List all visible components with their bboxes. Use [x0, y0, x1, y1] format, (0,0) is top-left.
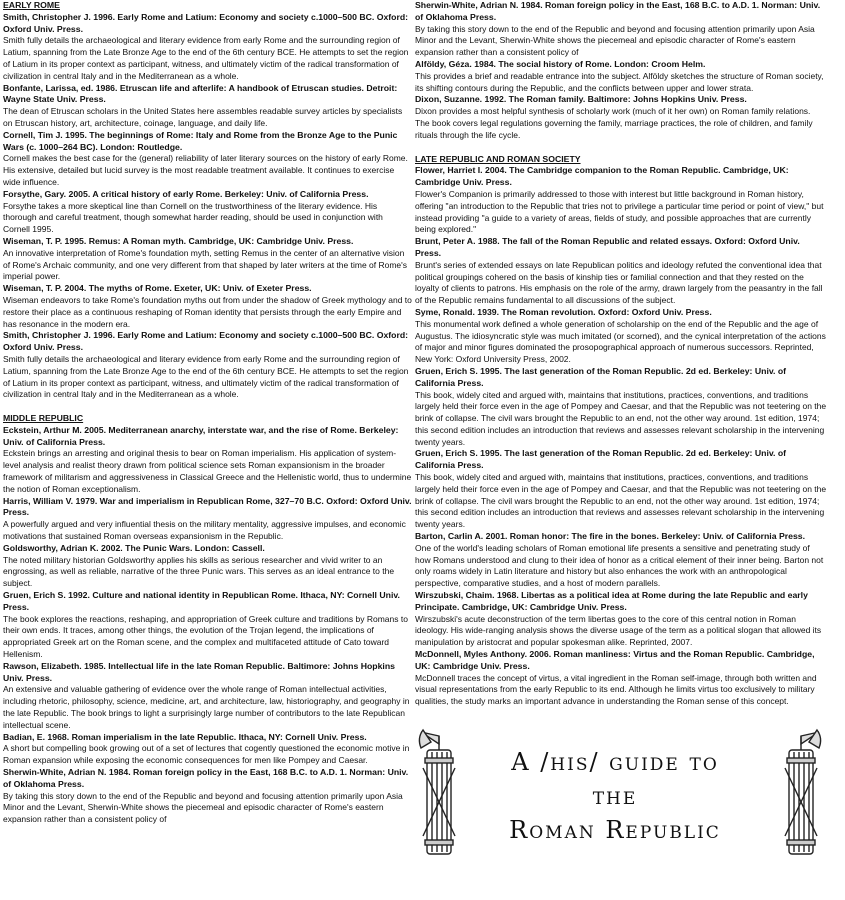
entry-citation: Eckstein, Arthur M. 2005. Mediterranean anarchy, interstate war, and the rise of Rome. Berkeley: Univ. of California Press.	[3, 424, 399, 447]
bibliography-entry	[3, 12, 412, 83]
entry-citation: McDonnell, Myles Anthony. 2006. Roman manliness: Virtus and the Roman Republic. Cambridge, UK: Cambridge Univ. Press.	[415, 649, 815, 671]
entry-annotation: This book, widely cited and argued with, maintains that institutions, practices, conventions, and traditions largely held their force even in the age of Pompey and Caesar, and that the Republic was not teetering on the brink of collapse. The civil wars brought the Republic to an end, not the other way around. 1st edition, 1974; this second edition includes an introduction that reviews and assesses relevant scholarship in the intervening twenty years.	[415, 472, 827, 530]
bibliography-entry	[415, 307, 827, 366]
entry-annotation: By taking this story down to the end of the Republic and beyond and focusing attention primarily upon Asia Minor and the Levant, Sherwin-White shows the piecemeal and episodic character of Rome's eastern expansion rather than a consistent policy of	[415, 23, 815, 58]
entry-annotation: McDonnell traces the concept of virtus, a vital ingredient in the Roman self-image, through both written and visual representations from the early Republic to its end. Although he limits virtus too exclusively to military qualities, the study marks an important advance in understanding the Roman sense of this concept.	[415, 672, 817, 707]
entry-annotation: Dixon provides a most helpful synthesis of scholarly work (much of it her own) on Roman family relations. The book covers legal regulations governing the family, marriage practices, the role of children, and family rituals through the life cycle.	[415, 106, 813, 140]
entry-annotation: A powerfully argued and very influential thesis on the military mentality, aggressive impulses, and economic motivations that sustained Roman overseas expansionism in the Republic.	[3, 519, 406, 542]
entry-citation: Harris, William V. 1979. War and imperialism in Republican Rome, 327–70 B.C. Oxford: Oxford Univ. Press.	[3, 495, 412, 518]
entry-annotation: The book explores the reactions, reshaping, and appropriation of Greek culture and traditions by Romans to their own ends. It traces, among other things, the evolution of the Trojan legend, the implications of appropriated Greek art on the Roman scene, and the complex and multifaceted attitude of Cato toward Hellenism.	[3, 613, 408, 660]
section-heading-late-republic: LATE REPUBLIC AND ROMAN SOCIETY	[415, 153, 581, 164]
bibliography-entry	[3, 590, 412, 661]
entry-citation: Wiseman, T. P. 1995. Remus: A Roman myth. Cambridge, UK: Cambridge Univ. Press.	[3, 235, 354, 246]
bibliography-entry	[3, 130, 412, 189]
section-heading-early-rome: EARLY ROME	[3, 0, 60, 10]
entry-annotation: Smith fully details the archaeological and literary evidence from early Rome and the surrounding region of Latium, spanning from the Late Bronze Age to the end of the 6th century BCE. He attempts to set the region of Latium in its proper context as participant, witness, and ultimately victim of the radical transformation of civilization in central Italy and in the Mediterranean as a whole.	[3, 353, 409, 400]
entry-citation: Gruen, Erich S. 1995. The last generation of the Roman Republic. 2d ed. Berkeley: Univ. of California Press.	[415, 365, 787, 388]
bibliography-entry	[3, 330, 412, 401]
bibliography-entry	[3, 425, 412, 496]
entry-citation: Smith, Christopher J. 1996. Early Rome and Latium: Economy and society c.1000–500 BC. Oxford: Oxford Univ. Press.	[3, 330, 409, 353]
bibliography-entry	[415, 94, 827, 141]
bibliography-entry	[415, 165, 827, 236]
entry-annotation: This monumental work defined a whole generation of scholarship on the end of the Republic and the age of Augustus. The idiosyncratic style was much imitated (or scorned), and the cynical interpretation of the actions of major and minor figures dominated the prosopographical approach of numerous successors. Reprinted, New York: Oxford University Press, 2002.	[415, 318, 826, 365]
entry-citation: Smith, Christopher J. 1996. Early Rome and Latium: Economy and society c.1000–500 BC. Oxford: Oxford Univ. Press.	[3, 11, 409, 34]
entry-annotation: This book, widely cited and argued with, maintains that institutions, practices, conventions, and traditions largely held their force even in the age of Pompey and Caesar, and that the Republic was not teetering on the brink of collapse. The civil wars brought the Republic to an end, not the other way around. 1st edition, 1974; this second edition includes an introduction that reviews and assesses relevant scholarship in the intervening twenty years.	[415, 389, 827, 447]
entry-citation: Badian, E. 1968. Roman imperialism in the late Republic. Ithaca, NY: Cornell Univ. Press.	[3, 731, 367, 742]
entry-annotation: Brunt's series of extended essays on late Republican politics and ideology refuted the conventional idea that political groupings cohered on the basis of kinship ties or familial connection and that they rested on the loyalty of clients to patrons. His emphasis on the role of the army, drawn largely from the peasantry in the fall of the Republic remains fundamental to all discussions of the subject.	[415, 259, 823, 306]
bibliography-entry	[3, 732, 412, 767]
entry-annotation: This provides a brief and readable entrance into the subject. Alföldy sketches the structure of Roman society, its shifting contours during the Republic, and the conflicts between upper and lower strata.	[415, 70, 824, 93]
bibliography-entry	[415, 649, 827, 708]
entry-annotation: By taking this story down to the end of the Republic and beyond and focusing attention primarily upon Asia Minor and the Levant, Sherwin-White shows the piecemeal and episodic character of Rome's eastern expansion rather than a consistent policy of	[3, 790, 403, 825]
entry-annotation: Cornell makes the best case for the (general) reliability of later literary sources on the history of early Rome. His extensive, detailed but lucid survey is the most readable treatment available. It continues to exercise wide influence.	[3, 153, 408, 187]
right-column	[415, 0, 827, 720]
entry-citation: Goldsworthy, Adrian K. 2002. The Punic Wars. London: Cassell.	[3, 542, 265, 553]
bibliography-entry	[415, 531, 827, 590]
bibliography-entry	[415, 0, 827, 59]
entry-citation: Rawson, Elizabeth. 1985. Intellectual life in the late Roman Republic. Baltimore: Johns Hopkins Univ. Press.	[3, 660, 395, 683]
entry-annotation: Smith fully details the archaeological and literary evidence from early Rome and the surrounding region of Latium, spanning from the Late Bronze Age to the end of the 6th century BCE. He attempts to set the region of Latium in its proper context as participant, witness, and ultimately victim of the radical transformation of civilization in central Italy and in the Mediterranean as a whole.	[3, 35, 409, 81]
bibliography-entry	[415, 236, 827, 307]
entry-citation: Syme, Ronald. 1939. The Roman revolution. Oxford: Oxford Univ. Press.	[415, 306, 712, 317]
entry-annotation: The dean of Etruscan scholars in the United States here assembles readable survey articles by specialists on Etruscan history, art, architecture, coinage, language, and daily life.	[3, 106, 403, 128]
entry-annotation: Forsythe takes a more skeptical line than Cornell on the trustworthiness of the literary evidence. His thorough and careful treatment, though somewhat harder reading, should be used in conjunction with Cornell 1995.	[3, 200, 383, 235]
entry-citation: Brunt, Peter A. 1988. The fall of the Roman Republic and related essays. Oxford: Oxford Univ. Press.	[415, 236, 800, 258]
title-line-3: Roman Republic	[509, 816, 721, 844]
bibliography-entry	[3, 283, 412, 330]
fasces-icon	[777, 728, 825, 860]
bibliography-entry	[415, 590, 827, 649]
entry-citation: Wirszubski, Chaim. 1968. Libertas as a political idea at Rome during the late Republic and early Principate. Cambridge, UK: Cambridge Univ. Press.	[415, 590, 808, 612]
title-line-2: the	[592, 782, 638, 810]
entry-citation: Wiseman, T. P. 2004. The myths of Rome. Exeter, UK: Univ. of Exeter Press.	[3, 283, 312, 294]
bibliography-entry	[3, 496, 412, 543]
entry-annotation: One of the world's leading scholars of Roman emotional life presents a sensitive and penetrating study of how Romans understood and clung to their idea of honor as a critical element of their inner being. Barton not only roams widely in Latin literature and history but also enhances the work with an anthropological perspective, comparative studies, and a host of modern parallels.	[415, 542, 824, 589]
section-spacer	[3, 401, 412, 413]
bibliography-entry	[415, 59, 827, 94]
section-spacer	[415, 142, 827, 154]
bibliography-entry	[3, 83, 412, 130]
entry-citation: Sherwin-White, Adrian N. 1984. Roman foreign policy in the East, 168 B.C. to A.D. 1. Norman: Univ. of Oklahoma Press.	[415, 0, 821, 22]
entry-citation: Alföldy, Géza. 1984. The social history of Rome. London: Croom Helm.	[415, 58, 706, 69]
entry-annotation: An extensive and valuable gathering of evidence over the whole range of Roman intellectual activities, including rhetoric, philosophy, science, medicine, art, and architecture, law, historiography, and geography in the late Republic. The book brings to light a surprisingly large number of contributors to the late Republican intellectual scene.	[3, 684, 410, 730]
entry-citation: Cornell, Tim J. 1995. The beginnings of Rome: Italy and Rome from the Bronze Age to the Punic Wars (c. 1000–264 BC). London: Routledge.	[3, 129, 398, 152]
section-heading-middle-republic: MIDDLE REPUBLIC	[3, 413, 84, 424]
left-column	[3, 0, 412, 900]
entry-annotation: An innovative interpretation of Rome's foundation myth, setting Remus in the center of an alternative vision of Rome's Archaic community, and one very different from that shaped by later writers at the time of Rome's imperial power.	[3, 247, 408, 282]
bibliography-entry	[3, 767, 412, 826]
entry-annotation: Wirszubski's acute deconstruction of the term libertas goes to the core of this central notion in Roman ideology. His wide-ranging analysis shows the diverse usage of the term as a political slogan that allowed its manipulation by aristocrat and popular spokesman alike. Reprinted, 2007.	[415, 613, 822, 648]
entry-citation: Sherwin-White, Adrian N. 1984. Roman foreign policy in the East, 168 B.C. to A.D. 1. Norman: Univ. of Oklahoma Press.	[3, 767, 409, 789]
bibliography-entry	[3, 236, 412, 283]
bibliography-entry	[3, 543, 412, 590]
entry-annotation: Flower's Companion is primarily addressed to those with interest but little background in Roman history, offering "an introduction to the Republic that tries not to privilege a particular time period or point of view," but instead providing "a guide to a variety of areas, fields of study, and possible approaches that are currently being explored."	[415, 188, 824, 235]
bibliography-entry	[415, 366, 827, 449]
entry-citation: Barton, Carlin A. 2001. Roman honor: The fire in the bones. Berkeley: Univ. of California Press.	[415, 531, 806, 542]
title-line-1: A /his/ guide to	[511, 748, 719, 776]
entry-citation: Flower, Harriet I. 2004. The Cambridge companion to the Roman Republic. Cambridge, UK: Cambridge Univ. Press.	[415, 165, 789, 188]
entry-annotation: Eckstein brings an arresting and original thesis to bear on Roman imperialism. His application of system-level analysis and realist theory drawn from political science sets Roman expansionism in the broader framework of militarism and aggressiveness in Classical Greece and the Hellenistic world, thus to undermine the notion of Roman exceptionalism.	[3, 448, 412, 494]
bibliography-entry	[3, 189, 412, 236]
page-title	[455, 745, 775, 847]
entry-citation: Forsythe, Gary. 2005. A critical history of early Rome. Berkeley: Univ. of California Press.	[3, 188, 369, 199]
entry-annotation: Wiseman endeavors to take Rome's foundation myths out from under the shadow of Greek mythology and to restore their place as a continuous reshaping of Roman identity that persists through the early Empire and has resonance in the modern era.	[3, 294, 412, 329]
entry-annotation: A short but compelling book growing out of a set of lectures that cogently questioned the economic motive in Roman expansion while exposing the economic consequences for men like Pompey and Caesar.	[3, 743, 410, 766]
entry-citation: Gruen, Erich S. 1995. The last generation of the Roman Republic. 2d ed. Berkeley: Univ. of California Press.	[415, 448, 787, 471]
entry-annotation: The noted military historian Goldsworthy applies his skills as serious researcher and vivid writer to an engrossing, as well as reliable, narrative of the three Punic wars. This serves as an ideal entrance to the subject.	[3, 554, 395, 589]
entry-citation: Gruen, Erich S. 1992. Culture and national identity in Republican Rome. Ithaca, NY: Cornell Univ. Press.	[3, 590, 400, 612]
entry-citation: Dixon, Suzanne. 1992. The Roman family. Baltimore: Johns Hopkins Univ. Press.	[415, 94, 747, 105]
entry-citation: Bonfante, Larissa, ed. 1986. Etruscan life and afterlife: A handbook of Etruscan studies. Detroit: Wayne State Univ. Press.	[3, 82, 398, 105]
bibliography-entry	[415, 448, 827, 531]
bibliography-entry	[3, 661, 412, 732]
